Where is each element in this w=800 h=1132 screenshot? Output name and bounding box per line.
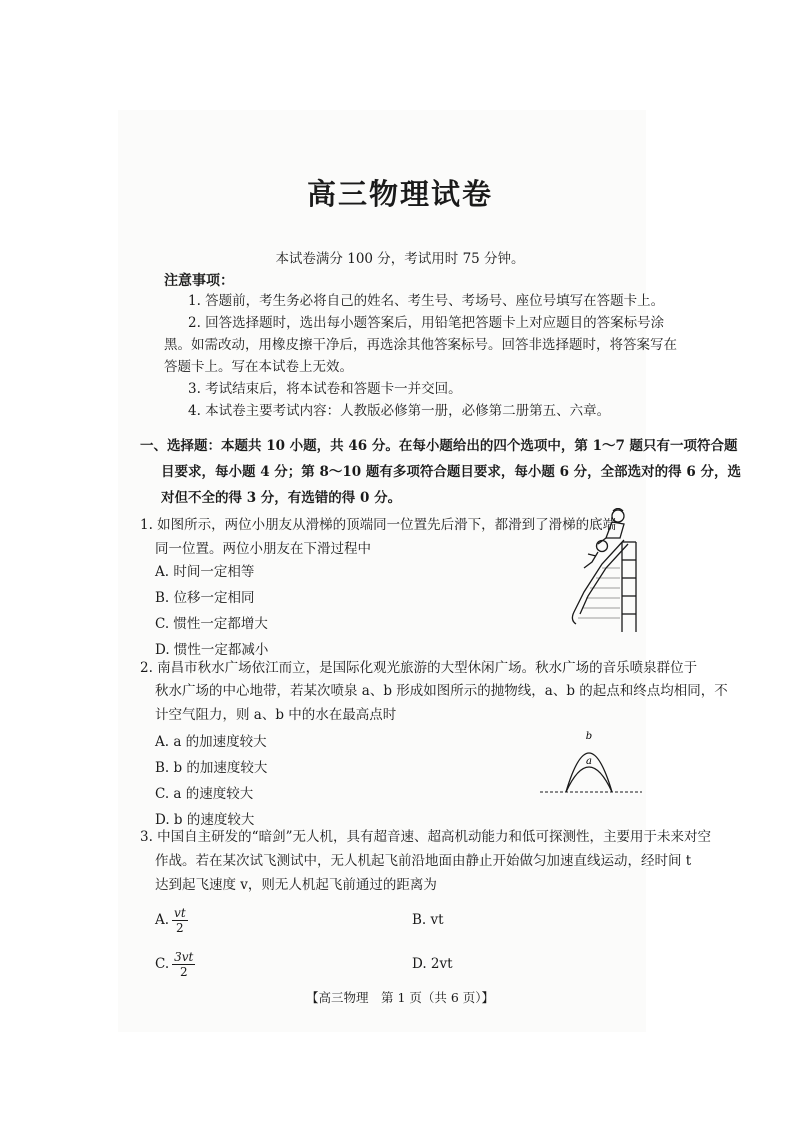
fountain-figure bbox=[536, 726, 646, 798]
q3-option-d: D. 2vt bbox=[412, 956, 453, 972]
q3-option-a-numerator: vt bbox=[174, 906, 186, 920]
note-item-3: 3. 考试结束后，将本试卷和答题卡一并交回。 bbox=[188, 381, 462, 397]
page-title: 高三物理试卷 bbox=[306, 177, 493, 211]
note-item-2-line-3: 答题卡上。写在本试卷上无效。 bbox=[164, 359, 353, 375]
note-item-4: 4. 本试卷主要考试内容：人教版必修第一册，必修第二册第五、六章。 bbox=[188, 403, 611, 419]
q2-option-a: A. a 的加速度较大 bbox=[155, 734, 267, 750]
q1-option-c: C. 惯性一定都增大 bbox=[155, 616, 268, 632]
q2-stem-line-1: 2. 南昌市秋水广场依江而立，是国际化观光旅游的大型休闲广场。秋水广场的音乐喷泉群位于 bbox=[140, 660, 698, 676]
q3-option-c bbox=[155, 950, 195, 979]
notes-heading: 注意事项： bbox=[164, 273, 234, 289]
q2-option-c: C. a 的速度较大 bbox=[155, 786, 254, 802]
note-item-2-line-2: 黑。如需改动，用橡皮擦干净后，再选涂其他答案标号。回答非选择题时，将答案写在 bbox=[164, 337, 677, 353]
note-item-2-line-1: 2. 回答选择题时，选出每小题答案后，用铅笔把答题卡上对应题目的答案标号涂 bbox=[188, 315, 665, 331]
q2-stem-line-2: 秋水广场的中心地带，若某次喷泉 a、b 形成如图所示的抛物线，a、b 的起点和终点均相同，不 bbox=[155, 683, 728, 699]
q3-option-c-label: C. bbox=[155, 956, 170, 972]
q1-option-a: A. 时间一定相等 bbox=[155, 564, 255, 580]
q3-stem-line-2: 作战。若在某次试飞测试中，无人机起飞前沿地面由静止开始做匀加速直线运动，经时间 t bbox=[155, 853, 692, 869]
note-item-1: 1. 答题前，考生务必将自己的姓名、考生号、考场号、座位号填写在答题卡上。 bbox=[188, 293, 665, 309]
page-footer: 【高三物理 第 1 页（共 6 页）】 bbox=[305, 990, 495, 1005]
q3-option-c-fraction bbox=[172, 950, 195, 979]
slide-figure bbox=[562, 508, 640, 636]
exam-info: 本试卷满分 100 分，考试用时 75 分钟。 bbox=[275, 251, 525, 267]
q3-option-a-fraction bbox=[172, 906, 188, 935]
q3-option-b: B. vt bbox=[412, 912, 444, 928]
section-1-line-1: 一、选择题：本题共 10 小题，共 46 分。在每小题给出的四个选项中，第 1～7 题只有一项符合题 bbox=[140, 438, 738, 454]
q2-option-b: B. b 的加速度较大 bbox=[155, 760, 268, 776]
q3-option-a-denominator: 2 bbox=[176, 921, 184, 935]
label-b: b bbox=[585, 731, 593, 742]
q3-option-a bbox=[155, 906, 188, 935]
q3-option-c-denominator: 2 bbox=[179, 965, 188, 979]
section-1-line-3: 对但不全的得 3 分，有选错的得 0 分。 bbox=[161, 490, 402, 506]
q3-stem-line-3: 达到起飞速度 v，则无人机起飞前通过的距离为 bbox=[155, 877, 437, 893]
q1-stem-line-1: 1. 如图所示，两位小朋友从滑梯的顶端同一位置先后滑下，都滑到了滑梯的底端 bbox=[140, 517, 617, 533]
q1-stem-line-2: 同一位置。两位小朋友在下滑过程中 bbox=[155, 541, 371, 557]
label-a: a bbox=[586, 756, 592, 767]
q3-option-c-numerator: 3vt bbox=[174, 950, 194, 964]
q3-option-a-label: A. bbox=[155, 912, 170, 928]
q3-stem-line-1: 3. 中国自主研发的“暗剑”无人机，具有超音速、超高机动能力和低可探测性，主要用于未来对空 bbox=[140, 829, 711, 845]
q1-option-b: B. 位移一定相同 bbox=[155, 590, 255, 606]
section-1-line-2: 目要求，每小题 4 分；第 8～10 题有多项符合题目要求，每小题 6 分，全部选对的得 6 分，选 bbox=[161, 464, 741, 480]
q2-option-d: D. b 的速度较大 bbox=[155, 812, 255, 828]
q1-option-d: D. 惯性一定都减小 bbox=[155, 642, 269, 658]
q2-stem-line-3: 计空气阻力，则 a、b 中的水在最高点时 bbox=[155, 707, 397, 723]
